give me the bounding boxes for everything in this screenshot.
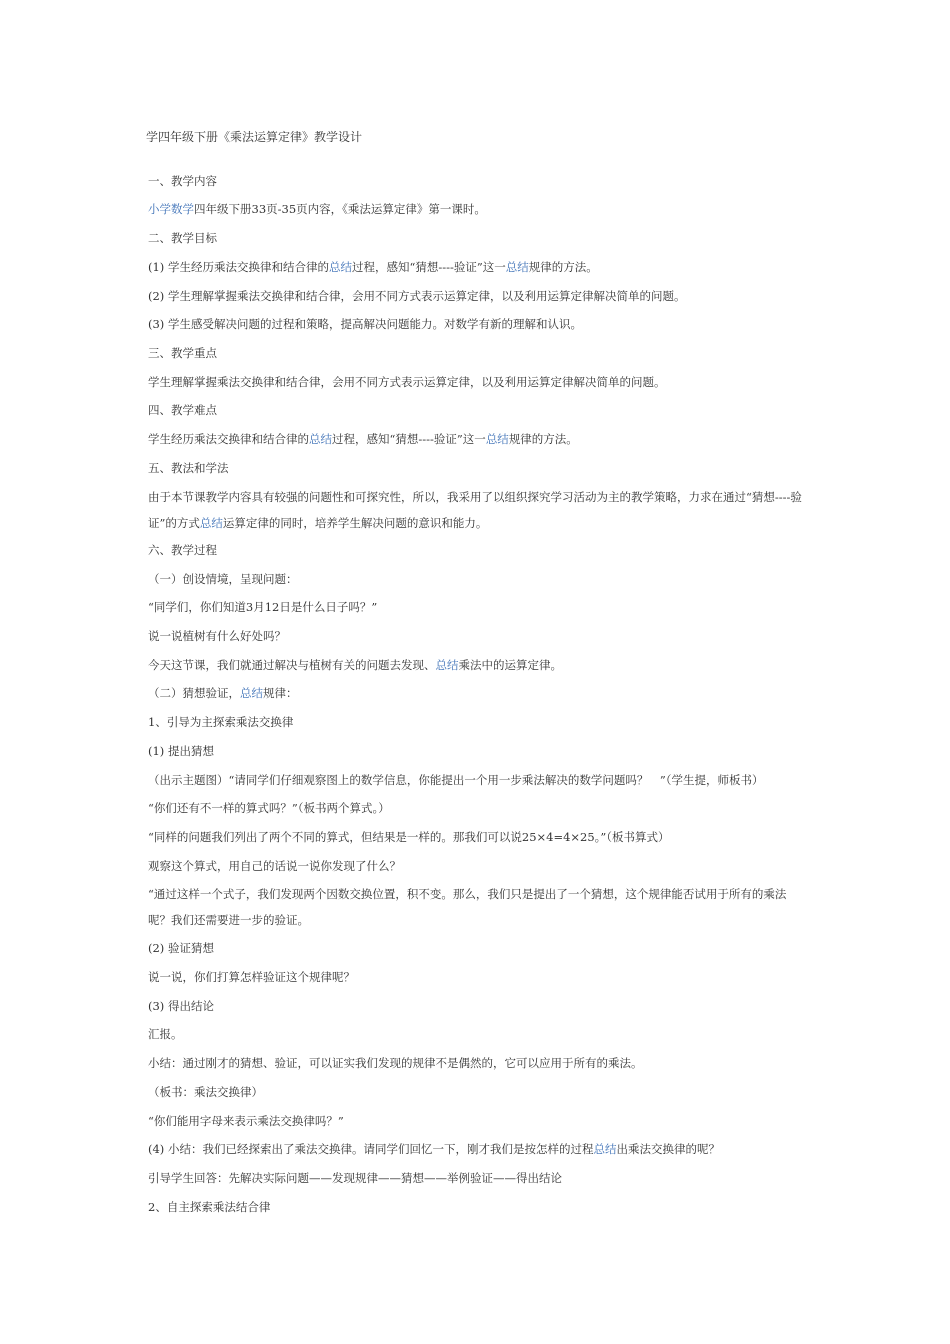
paragraph [148, 1140, 720, 1158]
text-run: 乘法中的运算定律。 [458, 658, 562, 672]
paragraph: 2、自主探索乘法结合律 [148, 1200, 271, 1214]
paragraph: 观察这个算式，用自己的话说一说你发现了什么？ [148, 859, 401, 873]
paragraph: 引导学生回答：先解决实际问题——发现规律——猜想——举例验证——得出结论 [148, 1171, 562, 1185]
text-run: 过程，感知“猜想----验证”这一 [351, 260, 506, 274]
paragraph: (1) 提出猜想 [148, 744, 214, 758]
section-heading: 三、教学重点 [148, 346, 217, 360]
link-text[interactable]: 总结 [435, 658, 459, 672]
link-text[interactable]: 总结 [199, 516, 223, 530]
paragraph [148, 656, 562, 674]
document-title: 学四年级下册《乘法运算定律》教学设计 [146, 130, 363, 144]
text-run: 今天这节课，我们就通过解决与植树有关的问题去发现、 [148, 658, 436, 672]
link-text[interactable]: 总结 [505, 260, 529, 274]
text-run: 出乘法交换律的呢？ [616, 1142, 720, 1156]
link-text[interactable]: 总结 [328, 260, 352, 274]
paragraph: “你们能用字母来表示乘法交换律吗？” [148, 1114, 344, 1128]
text-run: (1) 学生经历乘法交换律和结合律的 [148, 260, 329, 274]
paragraph [148, 200, 486, 218]
paragraph [148, 258, 598, 276]
link-text[interactable]: 总结 [240, 686, 263, 700]
paragraph: (3) 得出结论 [148, 999, 214, 1013]
paragraph: 说一说，你们打算怎样验证这个规律呢？ [148, 970, 355, 984]
paragraph [148, 684, 298, 702]
paragraph: (2) 验证猜想 [148, 941, 214, 955]
text-run: 过程，感知“猜想----验证”这一 [332, 432, 486, 446]
text-run: （二）猜想验证， [148, 686, 240, 700]
paragraph: “通过这样一个式子，我们发现两个因数交换位置，积不变。那么，我们只是提出了一个猜想，这个规律能否试用于所有的乘法呢？我们还需要进一步的验证。 [148, 887, 787, 927]
paragraph: （一）创设情境，呈现问题： [148, 572, 298, 586]
paragraph: （出示主题图）“请同学们仔细观察图上的数学信息，你能提出一个用一步乘法解决的数学问题吗？ ”（学生提，师板书） [148, 773, 764, 787]
section-heading: 一、教学内容 [148, 174, 217, 188]
paragraph: 汇报。 [148, 1027, 183, 1041]
paragraph: 1、引导为主探索乘法交换律 [148, 715, 294, 729]
link-text[interactable]: 总结 [309, 432, 332, 446]
link-text[interactable]: 总结 [593, 1142, 617, 1156]
paragraph: (2) 学生理解掌握乘法交换律和结合律，会用不同方式表示运算定律，以及利用运算定律解决简单的问题。 [148, 289, 686, 303]
section-heading: 四、教学难点 [148, 403, 217, 417]
text-run: (4) 小结：我们已经探索出了乘法交换律。请同学们回忆一下，刚才我们是按怎样的过程 [148, 1142, 594, 1156]
text-run: 四年级下册33页-35页内容，《乘法运算定律》第一课时。 [194, 202, 486, 216]
paragraph: “同样的问题我们列出了两个不同的算式，但结果是一样的。那我们可以说25×4=4×25。”（板书算式） [148, 830, 670, 844]
section-heading: 五、教法和学法 [148, 461, 229, 475]
paragraph: 小结：通过刚才的猜想、验证，可以证实我们发现的规律不是偶然的，它可以应用于所有的乘法。 [148, 1056, 643, 1070]
paragraph [148, 430, 578, 448]
paragraph: (3) 学生感受解决问题的过程和策略，提高解决问题能力。对数学有新的理解和认识。 [148, 317, 582, 331]
text-run: 学生经历乘法交换律和结合律的 [148, 432, 309, 446]
paragraph [148, 484, 803, 536]
text-run: 规律的方法。 [508, 432, 578, 446]
text-run: 由于本节课教学内容具有较强的问题性和可探究性，所以，我采用了以组织探究学习活动为主的教学策略，力求在通过“猜想----验证”的方式 [148, 490, 802, 530]
paragraph: 说一说植树有什么好处吗？ [148, 629, 286, 643]
link-text[interactable]: 总结 [485, 432, 509, 446]
section-heading: 二、教学目标 [148, 231, 217, 245]
text-run: 规律： [263, 686, 298, 700]
link-text[interactable]: 小学数学 [148, 202, 194, 216]
paragraph: （板书：乘法交换律） [148, 1085, 263, 1099]
text-run: 运算定律的同时，培养学生解决问题的意识和能力。 [222, 516, 488, 530]
paragraph: 学生理解掌握乘法交换律和结合律，会用不同方式表示运算定律，以及利用运算定律解决简单的问题。 [148, 375, 666, 389]
paragraph: “同学们，你们知道3月12日是什么日子吗？” [148, 600, 378, 614]
paragraph: “你们还有不一样的算式吗？”（板书两个算式。） [148, 801, 390, 815]
section-heading: 六、教学过程 [148, 543, 217, 557]
text-run: 规律的方法。 [528, 260, 598, 274]
